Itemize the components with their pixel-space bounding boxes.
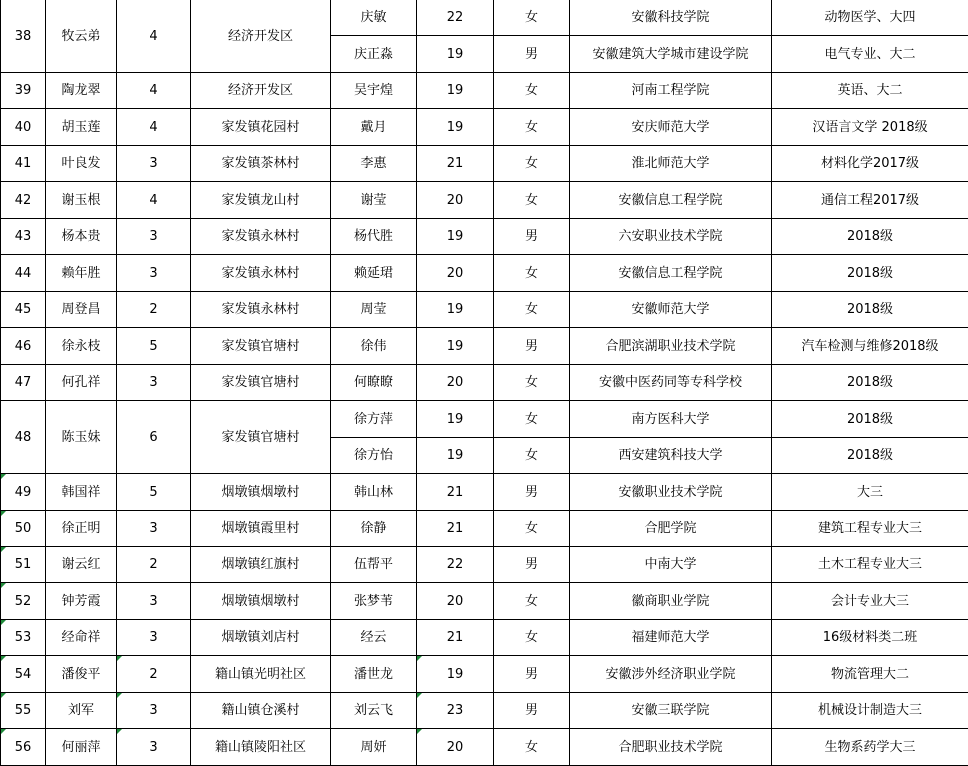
school: 六安职业技术学院: [570, 219, 772, 255]
student-name: 周莹: [331, 292, 417, 328]
note: 建筑工程专业大三: [772, 511, 968, 547]
table-row: [1, 583, 968, 620]
address: 家发镇永林村: [191, 292, 331, 328]
note: 汉语言文学 2018级: [772, 109, 968, 146]
student-name: 徐伟: [331, 328, 417, 365]
student-sex: 女: [494, 511, 570, 547]
row-number: 55: [1, 693, 46, 729]
note: 土木工程专业大三: [772, 547, 968, 583]
household-size: 3: [117, 365, 191, 401]
parent-name: 陶龙翠: [46, 73, 117, 109]
student-age: 20: [417, 583, 494, 620]
parent-name: 牧云弟: [46, 0, 117, 73]
address: 家发镇永林村: [191, 219, 331, 255]
parent-name: 胡玉莲: [46, 109, 117, 146]
student-age: 19: [417, 109, 494, 146]
student-sex: 女: [494, 109, 570, 146]
student-name: 庆正淼: [331, 36, 417, 73]
table-row: [1, 0, 968, 36]
school: 安徽科技学院: [570, 0, 772, 36]
address: 烟墩镇烟墩村: [191, 583, 331, 620]
table-row: [1, 401, 968, 438]
row-number: 50: [1, 511, 46, 547]
student-sex: 男: [494, 547, 570, 583]
table-row: [1, 474, 968, 511]
parent-name: 钟芳霞: [46, 583, 117, 620]
address: 家发镇官塘村: [191, 365, 331, 401]
household-size: 4: [117, 0, 191, 73]
row-number: 40: [1, 109, 46, 146]
student-name: 韩山林: [331, 474, 417, 511]
note: 大三: [772, 474, 968, 511]
address: 籍山镇仓溪村: [191, 693, 331, 729]
household-size: 3: [117, 693, 191, 729]
household-size: 5: [117, 328, 191, 365]
table-row: [1, 73, 968, 109]
parent-name: 徐永枝: [46, 328, 117, 365]
student-age: 19: [417, 219, 494, 255]
table-row: [1, 182, 968, 219]
household-size: 3: [117, 146, 191, 182]
student-age: 21: [417, 474, 494, 511]
table-row: [1, 620, 968, 656]
student-name: 吴宇煌: [331, 73, 417, 109]
table-row: [1, 292, 968, 328]
row-number: 42: [1, 182, 46, 219]
household-size: 3: [117, 729, 191, 766]
student-age: 20: [417, 255, 494, 292]
table-row: [1, 219, 968, 255]
address: 烟墩镇红旗村: [191, 547, 331, 583]
student-name: 张梦苇: [331, 583, 417, 620]
note: 2018级: [772, 438, 968, 474]
student-age: 19: [417, 73, 494, 109]
table-row: [1, 328, 968, 365]
table-row: [1, 547, 968, 583]
student-age: 21: [417, 511, 494, 547]
student-name: 徐静: [331, 511, 417, 547]
parent-name: 何孔祥: [46, 365, 117, 401]
school: 安徽涉外经济职业学院: [570, 656, 772, 693]
student-name: 徐方怡: [331, 438, 417, 474]
school: 安徽信息工程学院: [570, 182, 772, 219]
student-sex: 男: [494, 474, 570, 511]
school: 安徽三联学院: [570, 693, 772, 729]
note: 生物系药学大三: [772, 729, 968, 766]
row-number: 38: [1, 0, 46, 73]
note: 动物医学、大四: [772, 0, 968, 36]
table-body: [1, 0, 968, 766]
address: 家发镇永林村: [191, 255, 331, 292]
household-size: 3: [117, 511, 191, 547]
student-name: 何瞭瞭: [331, 365, 417, 401]
school: 南方医科大学: [570, 401, 772, 438]
table-row: [1, 365, 968, 401]
address: 经济开发区: [191, 0, 331, 73]
student-age: 19: [417, 292, 494, 328]
student-name: 戴月: [331, 109, 417, 146]
school: 合肥学院: [570, 511, 772, 547]
student-age: 19: [417, 36, 494, 73]
row-number: 44: [1, 255, 46, 292]
student-name: 庆敏: [331, 0, 417, 36]
student-sex: 女: [494, 73, 570, 109]
row-number: 53: [1, 620, 46, 656]
note: 2018级: [772, 365, 968, 401]
parent-name: 赖年胜: [46, 255, 117, 292]
student-age: 22: [417, 547, 494, 583]
parent-name: 陈玉妹: [46, 401, 117, 474]
household-size: 2: [117, 547, 191, 583]
student-sex: 女: [494, 583, 570, 620]
parent-name: 谢云红: [46, 547, 117, 583]
row-number: 52: [1, 583, 46, 620]
student-age: 21: [417, 146, 494, 182]
household-size: 4: [117, 182, 191, 219]
student-name: 刘云飞: [331, 693, 417, 729]
row-number: 45: [1, 292, 46, 328]
parent-name: 叶良发: [46, 146, 117, 182]
school: 安庆师范大学: [570, 109, 772, 146]
student-sex: 男: [494, 693, 570, 729]
student-sex: 男: [494, 656, 570, 693]
student-age: 20: [417, 182, 494, 219]
row-number: 56: [1, 729, 46, 766]
school: 西安建筑科技大学: [570, 438, 772, 474]
note: 电气专业、大二: [772, 36, 968, 73]
school: 安徽中医药同等专科学校: [570, 365, 772, 401]
household-size: 2: [117, 292, 191, 328]
household-size: 3: [117, 583, 191, 620]
school: 安徽信息工程学院: [570, 255, 772, 292]
school: 徽商职业学院: [570, 583, 772, 620]
note: 2018级: [772, 292, 968, 328]
address: 家发镇官塘村: [191, 401, 331, 474]
row-number: 46: [1, 328, 46, 365]
address: 家发镇花园村: [191, 109, 331, 146]
note: 英语、大二: [772, 73, 968, 109]
table-row: [1, 656, 968, 693]
student-sex: 女: [494, 620, 570, 656]
student-age: 23: [417, 693, 494, 729]
row-number: 54: [1, 656, 46, 693]
note: 通信工程2017级: [772, 182, 968, 219]
school: 安徽职业技术学院: [570, 474, 772, 511]
table-row: [1, 693, 968, 729]
student-sex: 女: [494, 729, 570, 766]
student-age: 19: [417, 656, 494, 693]
student-age: 19: [417, 328, 494, 365]
student-sex: 男: [494, 328, 570, 365]
student-age: 20: [417, 365, 494, 401]
student-name: 谢莹: [331, 182, 417, 219]
student-age: 21: [417, 620, 494, 656]
parent-name: 何丽萍: [46, 729, 117, 766]
school: 合肥滨湖职业技术学院: [570, 328, 772, 365]
school: 安徽建筑大学城市建设学院: [570, 36, 772, 73]
student-name: 潘世龙: [331, 656, 417, 693]
household-size: 4: [117, 73, 191, 109]
parent-name: 杨本贵: [46, 219, 117, 255]
row-number: 47: [1, 365, 46, 401]
student-age: 19: [417, 401, 494, 438]
table-row: [1, 109, 968, 146]
school: 合肥职业技术学院: [570, 729, 772, 766]
address: 烟墩镇霞里村: [191, 511, 331, 547]
student-name: 杨代胜: [331, 219, 417, 255]
student-name: 周妍: [331, 729, 417, 766]
address: 家发镇龙山村: [191, 182, 331, 219]
household-size: 6: [117, 401, 191, 474]
student-name: 经云: [331, 620, 417, 656]
household-size: 3: [117, 620, 191, 656]
school: 中南大学: [570, 547, 772, 583]
student-name: 赖延珺: [331, 255, 417, 292]
row-number: 49: [1, 474, 46, 511]
address: 经济开发区: [191, 73, 331, 109]
student-age: 20: [417, 729, 494, 766]
student-sex: 女: [494, 0, 570, 36]
student-age: 19: [417, 438, 494, 474]
student-sex: 男: [494, 219, 570, 255]
household-size: 4: [117, 109, 191, 146]
table-row: [1, 146, 968, 182]
note: 会计专业大三: [772, 583, 968, 620]
student-name: 徐方萍: [331, 401, 417, 438]
note: 汽车检测与维修2018级: [772, 328, 968, 365]
parent-name: 谢玉根: [46, 182, 117, 219]
student-sex: 女: [494, 146, 570, 182]
household-size: 3: [117, 219, 191, 255]
table-row: [1, 511, 968, 547]
address: 籍山镇陵阳社区: [191, 729, 331, 766]
student-sex: 女: [494, 365, 570, 401]
row-number: 43: [1, 219, 46, 255]
student-sex: 女: [494, 292, 570, 328]
note: 2018级: [772, 255, 968, 292]
table-row: [1, 729, 968, 766]
student-name: 伍帮平: [331, 547, 417, 583]
address: 家发镇官塘村: [191, 328, 331, 365]
row-number: 39: [1, 73, 46, 109]
parent-name: 经命祥: [46, 620, 117, 656]
student-sex: 女: [494, 401, 570, 438]
school: 福建师范大学: [570, 620, 772, 656]
address: 家发镇茶林村: [191, 146, 331, 182]
address: 烟墩镇烟墩村: [191, 474, 331, 511]
household-size: 5: [117, 474, 191, 511]
note: 2018级: [772, 219, 968, 255]
row-number: 48: [1, 401, 46, 474]
address: 烟墩镇刘店村: [191, 620, 331, 656]
parent-name: 刘军: [46, 693, 117, 729]
note: 物流管理大二: [772, 656, 968, 693]
student-name: 李惠: [331, 146, 417, 182]
parent-name: 韩国祥: [46, 474, 117, 511]
row-number: 51: [1, 547, 46, 583]
parent-name: 周登昌: [46, 292, 117, 328]
row-number: 41: [1, 146, 46, 182]
household-size: 3: [117, 255, 191, 292]
school: 安徽师范大学: [570, 292, 772, 328]
note: 机械设计制造大三: [772, 693, 968, 729]
parent-name: 徐正明: [46, 511, 117, 547]
school: 淮北师范大学: [570, 146, 772, 182]
table-row: [1, 255, 968, 292]
student-sex: 女: [494, 182, 570, 219]
note: 材料化学2017级: [772, 146, 968, 182]
parent-name: 潘俊平: [46, 656, 117, 693]
student-sex: 女: [494, 255, 570, 292]
note: 2018级: [772, 401, 968, 438]
note: 16级材料类二班: [772, 620, 968, 656]
student-sex: 女: [494, 438, 570, 474]
student-age: 22: [417, 0, 494, 36]
address: 籍山镇光明社区: [191, 656, 331, 693]
household-size: 2: [117, 656, 191, 693]
student-sex: 男: [494, 36, 570, 73]
school: 河南工程学院: [570, 73, 772, 109]
